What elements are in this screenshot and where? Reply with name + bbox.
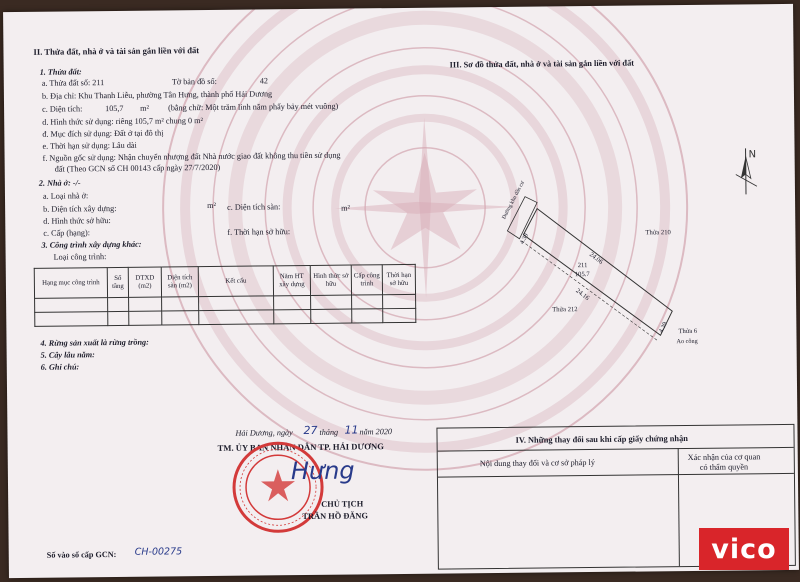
issuer: TM. ỦY BAN NHÂN DÂN TP. HẢI DƯƠNG [217, 441, 384, 453]
parcel-number: a. Thửa đất số: 211 [41, 78, 105, 88]
neighbor-210: Thửa 210 [645, 229, 671, 237]
works-table [34, 264, 417, 327]
right-dimension: 4.39 [657, 320, 669, 335]
vico-logo: vico [699, 528, 789, 570]
north-label: N [748, 149, 757, 161]
area-label: c. Diện tích: [42, 104, 83, 114]
col-build-area: DTXD (m2) [128, 267, 161, 297]
section-4-title: IV. Những thay đổi sau khi cấp giấy chứng nhận [515, 434, 688, 445]
house-heading: 2. Nhà ở: -/- [38, 178, 81, 188]
col-ownership: Hình thức sở hữu [310, 265, 351, 295]
confirm-header-2: có thẩm quyền [699, 462, 749, 472]
confirm-header-1: Xác nhận của cơ quan [687, 452, 761, 463]
usage-term: e. Thời hạn sử dụng: Lâu dài [42, 140, 137, 151]
chair-title: CHỦ TỊCH [321, 499, 364, 509]
left-dimension: 4.39 [518, 232, 530, 246]
floor-area-unit: m² [341, 203, 351, 213]
build-area-unit: m² [207, 200, 216, 211]
area-unit: m² [140, 103, 149, 113]
date-prefix: Hải Dương, ngày [235, 428, 293, 438]
top-dimension: 24.06 [587, 251, 605, 266]
forest-heading: 4. Rừng sản xuất là rừng trồng: [40, 337, 149, 348]
date-mid: tháng [319, 427, 339, 437]
address: b. Địa chỉ: Khu Thanh Liễu, phường Tân Hưng, thành phố Hải Dương [41, 89, 273, 101]
date-month: 11 [344, 423, 359, 437]
section-3-title: III. Sơ đồ thửa đất, nhà ở và tài sản gắn liền với đất [449, 58, 635, 70]
registry-number: CH-00275 [134, 546, 183, 558]
ownership-form: d. Hình thức sở hữu: [43, 216, 111, 226]
other-works-heading: 3. Công trình xây dựng khác: [41, 239, 142, 250]
certificate-page [3, 4, 799, 578]
section-2-title: II. Thửa đất, nhà ở và tài sản gắn liền với đất [33, 45, 200, 57]
house-grade: c. Cấp (hạng): [43, 228, 91, 238]
works-type: Loại công trình: [53, 252, 107, 262]
parcel-area-label: 105.7 [574, 271, 590, 279]
ownership-term: f. Thời hạn sở hữu: [227, 227, 291, 237]
land-heading: 1. Thửa đất: [39, 67, 82, 77]
col-floor-area: Diện tích sàn (m2) [161, 267, 198, 297]
road-label: Đường khu dân cư [501, 180, 526, 221]
origin-line-1: f. Nguồn gốc sử dụng: Nhận chuyển nhượng đất Nhà nước giao đất không thu tiền sử dụng [42, 150, 341, 163]
signature: Hưng [290, 456, 355, 486]
perennial-heading: 5. Cây lâu năm: [40, 350, 95, 360]
area-value: 105,7 [105, 103, 124, 114]
col-structure: Kết cấu [198, 266, 273, 297]
col-item: Hạng mục công trình [34, 268, 107, 299]
changes-content-header: Nội dung thay đổi và cơ sở pháp lý [479, 457, 595, 469]
col-year: Năm HT xây dựng [273, 265, 310, 295]
date-suffix: năm 2020 [359, 427, 393, 437]
col-floors: Số tầng [107, 267, 128, 297]
notes-heading: 6. Ghi chú: [40, 362, 80, 372]
parcel-diagram [484, 144, 796, 357]
date-day: 27 [303, 423, 318, 438]
col-grade: Cấp công trình [351, 265, 382, 295]
neighbor-6-pond: Ao công [676, 337, 698, 346]
usage-form: d. Hình thức sử dụng: riêng 105,7 m² chung 0 m² [42, 116, 203, 127]
origin-line-2: đất (Theo GCN số CH 00143 cấp ngày 27/7/2020) [54, 162, 221, 174]
build-area-label: b. Diện tích xây dựng: [43, 203, 117, 214]
registry-label: Số vào sổ cấp GCN: [46, 549, 117, 560]
parcel-number-label: 211 [577, 262, 588, 270]
chair-name: TRẦN HỒ ĐĂNG [302, 511, 369, 522]
col-term: Thời hạn sở hữu [382, 264, 415, 294]
bottom-dimension: 24.16 [574, 287, 591, 302]
map-sheet-number: 42 [259, 76, 269, 86]
area-in-words: (bằng chữ: Một trăm linh năm phẩy bảy mét vuông) [168, 101, 339, 113]
usage-purpose: đ. Mục đích sử dụng: Đất ở tại đô thị [42, 128, 164, 139]
floor-area-label: c. Diện tích sàn: [227, 202, 281, 212]
neighbor-6: Thửa 6 [678, 327, 698, 336]
map-sheet-label: Tờ bản đồ số: [171, 76, 217, 87]
neighbor-212: Thửa 212 [552, 306, 578, 314]
house-type: a. Loại nhà ở: [42, 191, 89, 201]
